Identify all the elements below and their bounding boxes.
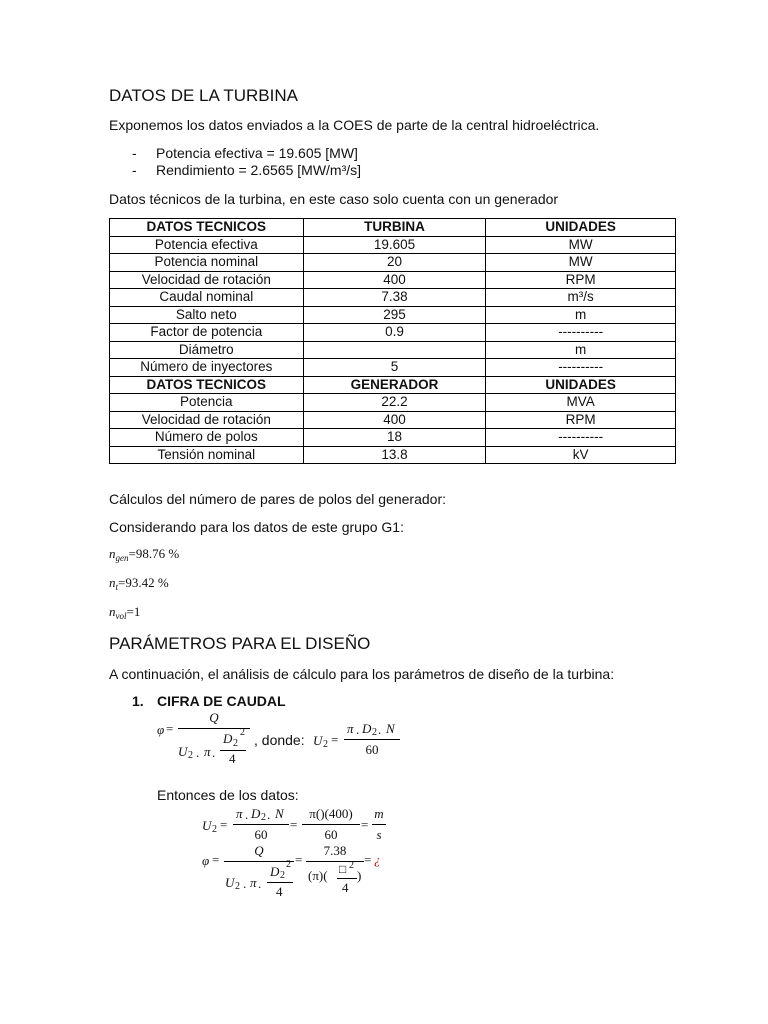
- denominator-close: ): [357, 868, 362, 883]
- n-symbol: N: [386, 721, 395, 736]
- dot: .: [258, 876, 262, 891]
- dot: .: [196, 745, 200, 760]
- dot: .: [212, 745, 216, 760]
- consider-text: Considerando para los datos de este grupo G1:: [109, 519, 404, 535]
- pi-symbol: π: [204, 744, 211, 759]
- params-intro: A continuación, el análisis de cálculo para los parámetros de diseño de la turbina:: [109, 666, 615, 682]
- table-cell: MW: [486, 236, 676, 254]
- table-cell: MW: [486, 254, 676, 272]
- table-cell: 295: [303, 306, 486, 324]
- table-cell: Número de inyectores: [110, 359, 304, 377]
- table-cell: [303, 341, 486, 359]
- unit-m: m: [374, 806, 384, 821]
- table-row: [110, 411, 676, 429]
- numerator-value: 7.38: [323, 843, 347, 858]
- eff-symbol: n: [109, 575, 116, 590]
- equals-sign: =: [290, 817, 298, 832]
- table-cell: 7.38: [303, 289, 486, 307]
- dot: .: [245, 807, 249, 822]
- u-symbol: U: [225, 875, 235, 890]
- unit-s: s: [376, 827, 382, 842]
- pi-symbol: π: [250, 875, 257, 890]
- equals-sign: =: [331, 732, 339, 747]
- eff-symbol: n: [109, 546, 116, 561]
- fraction-bar: [337, 878, 357, 879]
- denominator-sixty: 60: [365, 742, 379, 757]
- denominator-open: (π)(: [308, 868, 328, 883]
- bullet-dash: -: [132, 162, 137, 178]
- fraction-bar: [224, 861, 294, 862]
- eff-symbol: n: [109, 604, 116, 619]
- dot: .: [243, 876, 247, 891]
- superscript: 2: [240, 727, 245, 738]
- equals-sign: =: [361, 817, 369, 832]
- table-row: [110, 341, 676, 359]
- efficiency-gen: [109, 546, 179, 563]
- table-header-row: [110, 376, 676, 394]
- fraction-bar: [372, 824, 386, 825]
- denominator-four: 4: [276, 884, 283, 899]
- u-symbol: U: [202, 818, 212, 833]
- superscript: 2: [286, 859, 291, 870]
- eff-sub: t: [115, 582, 119, 592]
- d-symbol: D: [251, 806, 261, 821]
- table-cell: Número de polos: [110, 429, 304, 447]
- fraction-bar: [267, 882, 293, 883]
- calc-title: Cálculos del número de pares de polos del generador:: [109, 491, 446, 507]
- table-cell: 18: [303, 429, 486, 447]
- eff-value: =98.76 %: [128, 546, 180, 561]
- table-cell: ----------: [486, 429, 676, 447]
- numerator-pi-400: π()(400): [309, 806, 353, 821]
- table-cell: DATOS TECNICOS: [110, 219, 304, 237]
- technical-data-table: [109, 218, 676, 464]
- table-cell: Velocidad de rotación: [110, 271, 304, 289]
- pi-symbol: π: [347, 721, 354, 736]
- subscript: 2: [280, 870, 285, 881]
- table-cell: Potencia nominal: [110, 254, 304, 272]
- table-cell: 13.8: [303, 446, 486, 464]
- phi-symbol: φ: [202, 853, 210, 868]
- table-cell: 22.2: [303, 394, 486, 412]
- table-cell: Salto neto: [110, 306, 304, 324]
- subscript: 2: [235, 881, 240, 892]
- subscript: 2: [188, 750, 193, 761]
- denominator-sixty: 60: [254, 827, 268, 842]
- table-row: [110, 236, 676, 254]
- table-row: [110, 306, 676, 324]
- table-cell: 20: [303, 254, 486, 272]
- table-cell: Tensión nominal: [110, 446, 304, 464]
- superscript: 2: [349, 860, 354, 871]
- eff-value: =93.42 %: [118, 575, 169, 590]
- eff-sub: gen: [115, 553, 129, 563]
- pi-symbol: π: [236, 806, 243, 821]
- table-cell: m³/s: [486, 289, 676, 307]
- table-cell: Caudal nominal: [110, 289, 304, 307]
- bullet-item: [132, 162, 532, 180]
- equals-sign: =: [220, 817, 228, 832]
- eff-value: =1: [126, 604, 141, 619]
- efficiency-vol: [109, 604, 140, 621]
- efficiency-turbine: [109, 575, 169, 592]
- fraction-numerator: Q: [254, 843, 264, 858]
- table-cell: 5: [303, 359, 486, 377]
- d-symbol: D: [270, 864, 280, 879]
- subscript: 2: [323, 739, 328, 750]
- equals-sign: =: [295, 852, 303, 867]
- u-symbol: U: [178, 744, 188, 759]
- fraction-bar: [233, 824, 289, 825]
- subscript: 2: [261, 812, 266, 823]
- fraction-bar: [344, 739, 400, 740]
- denominator-sixty: 60: [324, 827, 338, 842]
- table-cell: Diámetro: [110, 341, 304, 359]
- fraction-bar: [302, 824, 360, 825]
- bullet-item: [132, 145, 532, 163]
- table-cell: Potencia efectiva: [110, 236, 304, 254]
- donde-text: , donde:: [254, 732, 305, 748]
- dot: .: [378, 722, 382, 737]
- table-cell: Factor de potencia: [110, 324, 304, 342]
- table-cell: RPM: [486, 411, 676, 429]
- table-cell: 400: [303, 271, 486, 289]
- table-cell: GENERADOR: [303, 376, 486, 394]
- table-row: [110, 429, 676, 447]
- table-cell: ----------: [486, 359, 676, 377]
- table-cell: kV: [486, 446, 676, 464]
- fraction-numerator: Q: [209, 710, 219, 725]
- table-cell: m: [486, 306, 676, 324]
- intro-paragraph: Exponemos los datos enviados a la COES de parte de la central hidroeléctrica.: [109, 117, 600, 133]
- dot: .: [267, 807, 271, 822]
- table-cell: RPM: [486, 271, 676, 289]
- u-symbol: U: [313, 733, 323, 748]
- item-title-cifra-caudal: CIFRA DE CAUDAL: [157, 693, 286, 709]
- subscript: 2: [372, 727, 377, 738]
- dot: .: [356, 722, 360, 737]
- phi-symbol: φ: [157, 722, 165, 737]
- table-header-row: [110, 219, 676, 237]
- n-symbol: N: [275, 806, 284, 821]
- placeholder-box: □: [339, 862, 347, 876]
- table-row: [110, 289, 676, 307]
- equals-sign: =: [166, 721, 174, 736]
- table-row: [110, 271, 676, 289]
- table-row: [110, 324, 676, 342]
- result-placeholder: ¿: [374, 852, 381, 867]
- table-row: [110, 254, 676, 272]
- table-cell: ----------: [486, 324, 676, 342]
- denominator-four: 4: [342, 880, 349, 895]
- table-cell: TURBINA: [303, 219, 486, 237]
- table-row: [110, 359, 676, 377]
- table-cell: 0.9: [303, 324, 486, 342]
- table-cell: Velocidad de rotación: [110, 411, 304, 429]
- entonces-text: Entonces de los datos:: [157, 787, 299, 803]
- table-cell: MVA: [486, 394, 676, 412]
- list-number: 1.: [132, 693, 144, 709]
- table-intro: Datos técnicos de la turbina, en este caso solo cuenta con un generador: [109, 191, 559, 207]
- d-symbol: D: [362, 721, 372, 736]
- section-title-parametros: PARÁMETROS PARA EL DISEÑO: [109, 634, 371, 653]
- bullet-text: Potencia efectiva = 19.605 [MW]: [156, 145, 358, 161]
- bullet-text: Rendimiento = 2.6565 [MW/m³/s]: [156, 162, 362, 178]
- table-cell: 19.605: [303, 236, 486, 254]
- equals-sign: =: [212, 852, 220, 867]
- table-cell: 400: [303, 411, 486, 429]
- d-symbol: D: [223, 731, 233, 746]
- denominator-four: 4: [229, 751, 236, 766]
- subscript: 2: [233, 738, 238, 749]
- fraction-bar: [306, 861, 364, 862]
- table-cell: DATOS TECNICOS: [110, 376, 304, 394]
- bullet-dash: -: [132, 145, 137, 161]
- table-row: [110, 394, 676, 412]
- eff-sub: vol: [115, 611, 127, 621]
- table-cell: UNIDADES: [486, 219, 676, 237]
- table-row: [110, 446, 676, 464]
- subscript: 2: [212, 824, 217, 835]
- table-cell: m: [486, 341, 676, 359]
- equals-sign: =: [364, 852, 372, 867]
- table-cell: UNIDADES: [486, 376, 676, 394]
- section-title-turbina: DATOS DE LA TURBINA: [109, 86, 298, 105]
- table-cell: Potencia: [110, 394, 304, 412]
